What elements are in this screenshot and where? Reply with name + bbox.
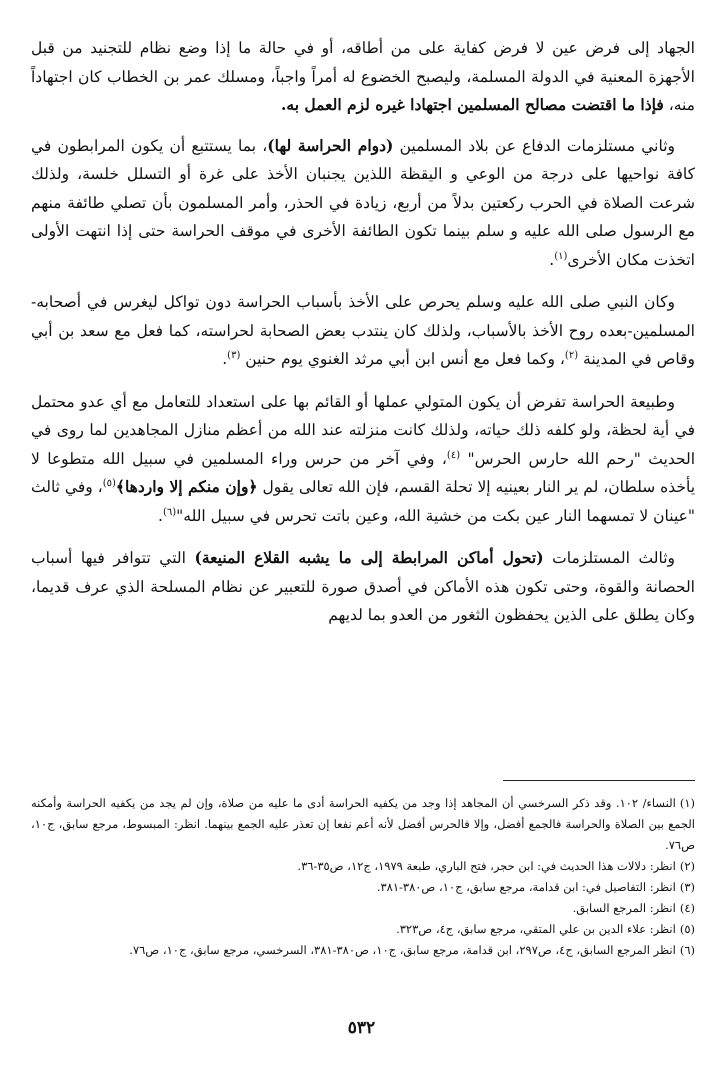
footnote-2 (31, 856, 695, 877)
footnote-6-number: (٦) (679, 943, 695, 957)
paragraph-4-quran-verse: ﴿وإن منكم إلا واردها﴾ (115, 477, 258, 496)
paragraph-1-text: الجهاد إلى فرض عين لا فرض كفاية على من أطاقه، أو في حالة ما إذا وضع نظام للتجنيد من قبل الأجهزة المعنية في الدولة المسلمة، وليصبح الخضوع له أمراً واجباً، ومسلك عمر بن الخطاب كان اجتهاداً منه، (31, 39, 695, 114)
paragraph-4-text-b: ، وفي آخر من حرس وراء المسلمين في سبيل الله متطوعا لا يأخذه سلطان، لم ير النار بعينيه إلا تحلة القسم، فإن الله تعالى يقول (31, 449, 696, 496)
paragraph-5 (31, 544, 695, 630)
paragraph-5-text-a: وثالث المستلزمات (543, 549, 675, 567)
paragraph-4-period: . (158, 506, 163, 525)
paragraph-4 (31, 388, 695, 531)
footnote-4-number: (٤) (679, 901, 695, 915)
footnote-ref-1[interactable]: (١) (554, 250, 568, 262)
footnote-3 (31, 877, 695, 898)
paragraph-3-text-a: وكان النبي صلى الله عليه وسلم يحرص على الأخذ بأسباب الحراسة دون تواكل ليغرس في أصحابه-المسلمين-بعده روح الأخذ بالأسباب، ولذلك كان ينتدب بعض الصحابة لحراسته، كما فعل مع سعد بن أبي وقاص في المدينة (31, 293, 695, 368)
footnotes-section (31, 793, 695, 961)
footnote-3-text: انظر: التفاصيل في: ابن قدامة، مرجع سابق، ج١٠، ص٣٨٠-٣٨١. (376, 880, 676, 894)
footnote-2-text: انظر: دلالات هذا الحديث في: ابن حجر، فتح الباري، طبعة ١٩٧٩، ج١٢، ص٣٥-٣٦. (297, 859, 676, 873)
footnote-1-number: (١) (679, 796, 696, 810)
paragraph-1-bold-text: فإذا ما اقتضت مصالح المسلمين اجتهادا غيره لزم العمل به. (281, 95, 664, 114)
paragraph-1 (31, 34, 695, 120)
paragraph-2-period: . (549, 250, 555, 269)
footnote-ref-2[interactable]: (٢) (564, 349, 579, 361)
footnote-4-text: انظر: المرجع السابق. (572, 901, 676, 915)
paragraph-3-period: . (222, 350, 228, 368)
footnote-4 (31, 898, 695, 919)
paragraph-3-text-b: ، وكما فعل مع أنس ابن أبي مرثد الغنوي يوم حنين (240, 350, 565, 368)
footnote-2-number: (٢) (679, 859, 695, 873)
footnote-6-text: انظر المرجع السابق، ج٤، ص٢٩٧، ابن قدامة، مرجع سابق، ج١٠، ص٣٨٠-٣٨١، السرخسي، مرجع سابق، ج١٠، ص٧٦. (129, 943, 676, 957)
footnote-ref-3[interactable]: (٣) (227, 349, 241, 361)
footnote-3-number: (٣) (679, 880, 695, 894)
footnote-divider (503, 780, 695, 781)
footnote-5-number: (٥) (679, 922, 695, 936)
footnote-ref-6[interactable]: (٦) (162, 506, 177, 518)
footnote-5-text: انظر: علاء الدين بن علي المتقي، مرجع سابق، ج٤، ص٣٢٣. (396, 922, 676, 936)
paragraph-2 (31, 132, 695, 275)
paragraph-3 (31, 288, 695, 374)
footnote-5 (31, 919, 695, 940)
page-number: ٥٣٢ (347, 1018, 376, 1038)
paragraph-4-text-c: ، وفي ثالث "عينان لا تمسهما النار عين بكت من خشية الله، وعين باتت تحرس في سبيل الله" (31, 478, 695, 525)
paragraph-5-text-b: التي تتوافر فيها أسباب الحصانة والقوة، وحتى تكون هذه الأماكن في أصدق صورة للتعبير عن نظام المسلحة الذي عرف قديما، وكان يطلق على الذين يحفظون الثغور من العدو بما لديهم (31, 549, 695, 624)
paragraph-4-text-a: وطبيعة الحراسة تفرض أن يكون المتولي عملها أو القائم بها على استعداد للتعامل مع أي عدو محتمل في أية لحظة، ولو كلفه ذلك حياته، ولذلك كانت منزلته عند الله من أعظم منازل المجاهدين لما روى في الحديث "رحم الله حارس الحرس" (31, 392, 696, 468)
paragraph-2-text-b: ، بما يستتبع أن يكون المرابطون في كافة نواحيها على درجة من الوعي و اليقظة اللذين يجنبان الأخذ على غرة أو التسلل خلسة، ولذلك شرعت الصلاة في الحرب ركعتين بدلاً من أربع، زيادة في الحذر، وأمر المسلمون بأن تصلي طائفة منهم مع الرسول صلى الله عليه و سلم بينما تكون الطائفة الأخرى في موقف الحراسة حتى إذا انتهت الأولى اتخذت مكان الأخرى (31, 136, 695, 269)
footnote-ref-5[interactable]: (٥) (102, 477, 116, 489)
footnote-1 (31, 793, 695, 856)
paragraph-2-text-a: وثاني مستلزمات الدفاع عن بلاد المسلمين (393, 136, 675, 155)
paragraph-2-bold-heading: (دوام الحراسة لها) (267, 135, 394, 155)
footnote-1-text: النساء/ ١٠٢. وقد ذكر السرخسي أن المجاهد إذا وجد من يكفيه الحراسة أدى ما عليه من صلاة، وإن لم يجد من يكفيه الحراسة وأمكنه الجمع بين الصلاة والحراسة فالجمع أفضل، وإلا فالحرس أفضل لأنه أعم نفعا إن تعذر عليه الجمع بينهما. انظر: المبسوط، مرجع سابق، ج١٠، ص٧٦. (31, 796, 695, 852)
footnote-6 (31, 940, 695, 961)
main-text (31, 34, 695, 644)
footnote-ref-4[interactable]: (٤) (446, 449, 461, 461)
paragraph-5-bold-heading: (تحول أماكن المرابطة إلى ما يشبه القلاع المنيعة) (194, 548, 544, 567)
